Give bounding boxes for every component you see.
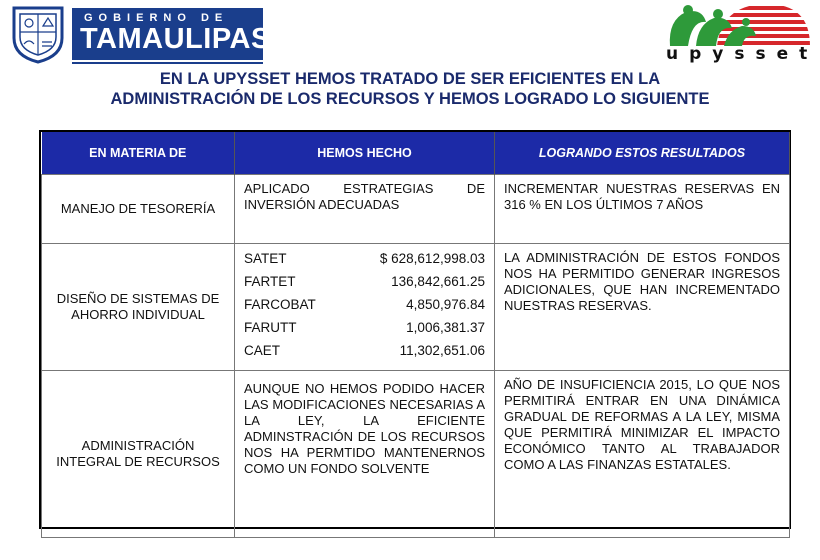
fund-amount: 4,850,976.84 (406, 297, 485, 312)
row-funds-list (235, 244, 495, 371)
fund-item (244, 295, 485, 318)
header-materia: EN MATERIA DE (42, 132, 235, 175)
fund-item (244, 272, 485, 295)
heading-line-2: ADMINISTRACIÓN DE LOS RECURSOS Y HEMOS LOGRADO LO SIGUIENTE (110, 90, 710, 108)
table-row (42, 371, 790, 538)
header-hecho: HEMOS HECHO (235, 132, 495, 175)
header-resultados: LOGRANDO ESTOS RESULTADOS (495, 132, 790, 175)
fund-name: FARCOBAT (244, 297, 316, 312)
row-resultado: LA ADMINISTRACIÓN DE ESTOS FONDOS NOS HA PERMITIDO GENERAR INGRESOS ADICIONALES, QUE HAN INCREMENTADO NUESTRAS RESERVAS. (495, 244, 790, 371)
table-row (42, 244, 790, 371)
tamaulipas-logo (8, 4, 271, 64)
fund-amount: 1,006,381.37 (406, 320, 485, 335)
table-row (42, 175, 790, 244)
heading-line-1: EN LA UPYSSET HEMOS TRATADO DE SER EFICIENTES EN LA (159, 70, 661, 88)
upysset-emblem-icon (662, 2, 812, 48)
results-table (39, 130, 791, 529)
row-resultado: AÑO DE INSUFICIENCIA 2015, LO QUE NOS PERMITIRÁ ENTRAR EN UNA DINÁMICA GRADUAL DE REFORMAS A LA LEY, MISMA QUE PERMITIRÁ MINIMIZAR EL IMPACTO ECONÓMICO TANTO AL TRABAJADOR COMO A LAS FINANZAS ESTATALES. (495, 371, 790, 538)
fund-item (244, 318, 485, 341)
row-materia: DISEÑO DE SISTEMAS DE AHORRO INDIVIDUAL (42, 244, 235, 371)
row-resultado: INCREMENTAR NUESTRAS RESERVAS EN 316 % EN LOS ÚLTIMOS 7 AÑOS (495, 175, 790, 244)
upysset-logo (662, 2, 819, 66)
fund-name: FARUTT (244, 320, 297, 335)
page-heading (60, 69, 760, 109)
fund-name: CAET (244, 343, 281, 358)
fund-name: SATET (244, 251, 287, 266)
fund-name: FARTET (244, 274, 296, 289)
upysset-wordmark: upysset (666, 44, 819, 64)
gov-name: TAMAULIPAS (80, 23, 271, 55)
fund-item (244, 249, 485, 272)
row-hecho: APLICADO ESTRATEGIAS DE INVERSIÓN ADECUADAS (235, 175, 495, 244)
row-hecho: AUNQUE NO HEMOS PODIDO HACER LAS MODIFICACIONES NECESARIAS A LA LEY, LA EFICIENTE ADMINSTRACIÓN DE LOS RECURSOS NOS HA PERMTIDO MANTENERNOS COMO UN FONDO SOLVENTE (235, 371, 495, 538)
coat-of-arms-icon (8, 4, 68, 64)
fund-amount: 11,302,651.06 (399, 343, 485, 358)
row-materia: ADMINISTRACIÓN INTEGRAL DE RECURSOS (42, 371, 235, 538)
fund-amount: $ 628,612,998.03 (379, 251, 485, 266)
gov-underline (72, 62, 263, 64)
gov-subtitle: GOBIERNO DE (84, 12, 229, 24)
fund-item (244, 341, 485, 364)
fund-amount: 136,842,661.25 (391, 274, 485, 289)
row-materia: MANEJO DE TESORERÍA (42, 175, 235, 244)
table-header-row (42, 132, 790, 175)
